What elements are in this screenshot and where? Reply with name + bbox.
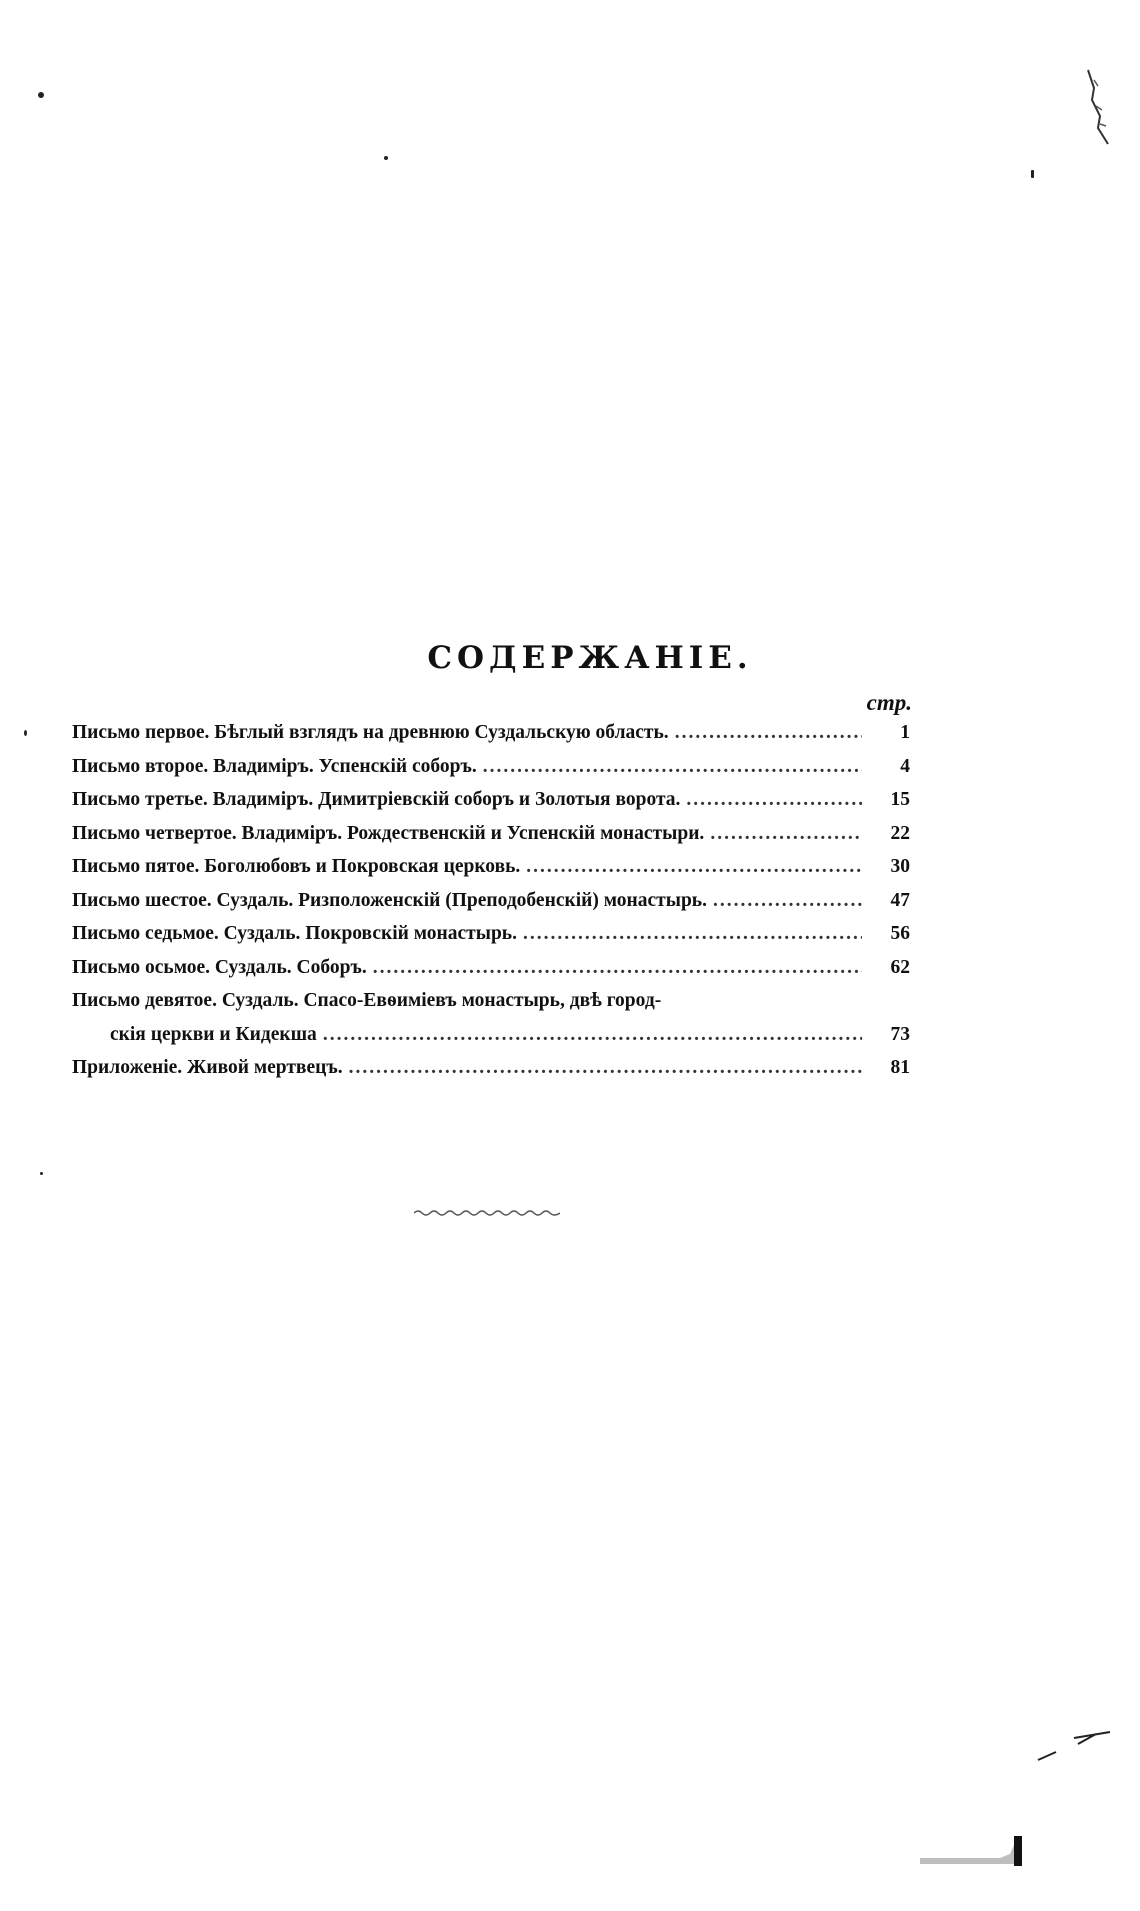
- leader-dots: [483, 756, 862, 778]
- toc-entry[interactable]: [72, 890, 910, 924]
- toc-entry-page: 47: [890, 889, 910, 911]
- toc-entry-title: Письмо шестое. Суздаль. Ризположенскій (Преподобенскій) монастырь.: [72, 889, 707, 911]
- toc-entry-title: Приложеніе. Живой мертвецъ.: [72, 1057, 343, 1078]
- toc-entry[interactable]: [72, 823, 910, 857]
- leader-dots: [713, 890, 862, 912]
- toc-entry-title-continuation: скія церкви и Кидекша: [110, 1023, 317, 1045]
- page-column-label: стр.: [866, 690, 912, 715]
- scan-speck: [24, 730, 27, 736]
- toc-entry-title: Письмо первое. Бѣглый взглядъ на древнюю Суздальскую область.: [72, 722, 669, 743]
- toc-entry-page: 4: [900, 755, 910, 777]
- toc-entry[interactable]: [72, 1057, 910, 1091]
- toc-entry[interactable]: [72, 923, 910, 957]
- leader-dots: [526, 856, 862, 878]
- toc-entry-page: 73: [890, 1023, 910, 1045]
- toc-entry-title: Письмо пятое. Боголюбовъ и Покровская церковь.: [72, 856, 521, 877]
- scan-speck: [40, 1172, 43, 1175]
- leader-dots: [373, 957, 862, 979]
- leader-dots: [349, 1057, 862, 1079]
- corner-smudge: [920, 1828, 1050, 1868]
- toc-entry-page: 62: [890, 956, 910, 978]
- toc-entry-title: Письмо седьмое. Суздаль. Покровскій монастырь.: [72, 923, 517, 944]
- toc-heading: СОДЕРЖАНІЕ.: [427, 640, 753, 676]
- toc-entry-title: Письмо второе. Владиміръ. Успенскій соборъ.: [72, 755, 477, 777]
- toc-entry[interactable]: [72, 722, 910, 756]
- table-of-contents: [72, 722, 910, 1091]
- toc-entry-title: Письмо четвертое. Владиміръ. Рождественскій и Успенскій монастыри.: [72, 822, 705, 844]
- leader-dots: [675, 722, 862, 744]
- toc-entry-page: 1: [900, 722, 910, 743]
- toc-entry[interactable]: [72, 856, 910, 890]
- toc-entry-page: 56: [890, 923, 910, 944]
- toc-entry-line-1[interactable]: [72, 990, 910, 1024]
- toc-entry[interactable]: [72, 957, 910, 991]
- scan-speck: [1031, 170, 1034, 178]
- toc-entry-page: 30: [890, 856, 910, 877]
- scan-speck: [38, 92, 44, 98]
- margin-mark-top-right: [1084, 66, 1114, 146]
- toc-entry[interactable]: [72, 756, 910, 790]
- toc-entry-title: Письмо девятое. Суздаль. Спасо-Евѳиміевъ монастырь, двѣ город-: [72, 990, 662, 1011]
- leader-dots: [323, 1024, 862, 1046]
- scan-speck: [384, 156, 388, 160]
- leader-dots: [686, 789, 862, 811]
- leader-dots: [710, 823, 862, 845]
- toc-entry-page: 22: [890, 822, 910, 844]
- toc-entry-page: 15: [890, 789, 910, 810]
- toc-entry-page: 81: [890, 1057, 910, 1078]
- toc-entry-title: Письмо осьмое. Суздаль. Соборъ.: [72, 956, 367, 978]
- decorative-wave-divider: [414, 1208, 560, 1218]
- toc-entry-line-2[interactable]: [72, 1024, 910, 1058]
- margin-mark-bottom-right: [1034, 1724, 1114, 1764]
- toc-entry[interactable]: [72, 789, 910, 823]
- toc-entry-title: Письмо третье. Владиміръ. Димитріевскій соборъ и Золотыя ворота.: [72, 789, 681, 810]
- leader-dots: [523, 923, 862, 945]
